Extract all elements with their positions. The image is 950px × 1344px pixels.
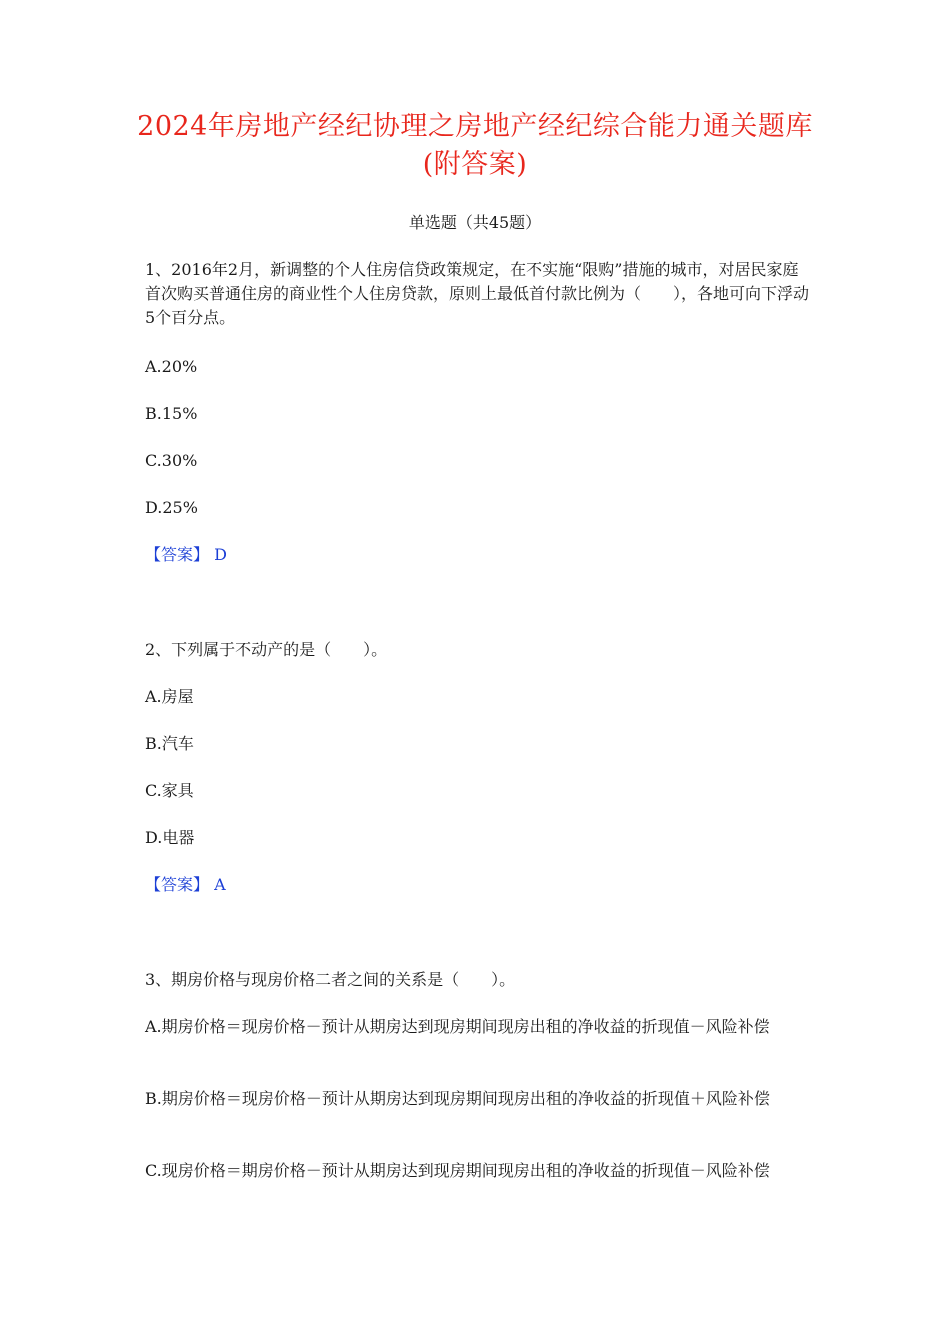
question-1-option-c: C.30%: [145, 451, 198, 470]
question-1-option-b: B.15%: [145, 404, 198, 423]
question-3-stem: 3、期房价格与现房价格二者之间的关系是（ ）。: [145, 970, 516, 989]
question-1-answer: 【答案】 D: [145, 545, 227, 564]
question-2-answer: 【答案】 A: [145, 875, 226, 894]
question-3-option-c: C.现房价格＝期房价格－预计从期房达到现房期间现房出租的净收益的折现值－风险补偿: [145, 1161, 770, 1180]
question-1-stem: 1、2016年2月，新调整的个人住房信贷政策规定，在不实施“限购”措施的城市，对居民家庭首次购买普通住房的商业性个人住房贷款，原则上最低首付款比例为（ ），各地可向下浮动5个百分点。: [145, 260, 810, 327]
question-2-option-c: C.家具: [145, 781, 194, 800]
question-2-option-a: A.房屋: [145, 687, 194, 706]
question-1-option-d: D.25%: [145, 498, 198, 517]
question-2-option-b: B.汽车: [145, 734, 194, 753]
document-title: 2024年房地产经纪协理之房地产经纪综合能力通关题库(附答案): [137, 111, 813, 180]
question-3-option-a: A.期房价格＝现房价格－预计从期房达到现房期间现房出租的净收益的折现值－风险补偿: [145, 1017, 770, 1036]
question-2-stem: 2、下列属于不动产的是（ ）。: [145, 640, 388, 659]
section-heading: 单选题（共45题）: [408, 213, 542, 232]
question-2-option-d: D.电器: [145, 828, 195, 847]
question-3-option-b: B.期房价格＝现房价格－预计从期房达到现房期间现房出租的净收益的折现值＋风险补偿: [145, 1089, 770, 1108]
question-1-option-a: A.20%: [145, 357, 198, 376]
